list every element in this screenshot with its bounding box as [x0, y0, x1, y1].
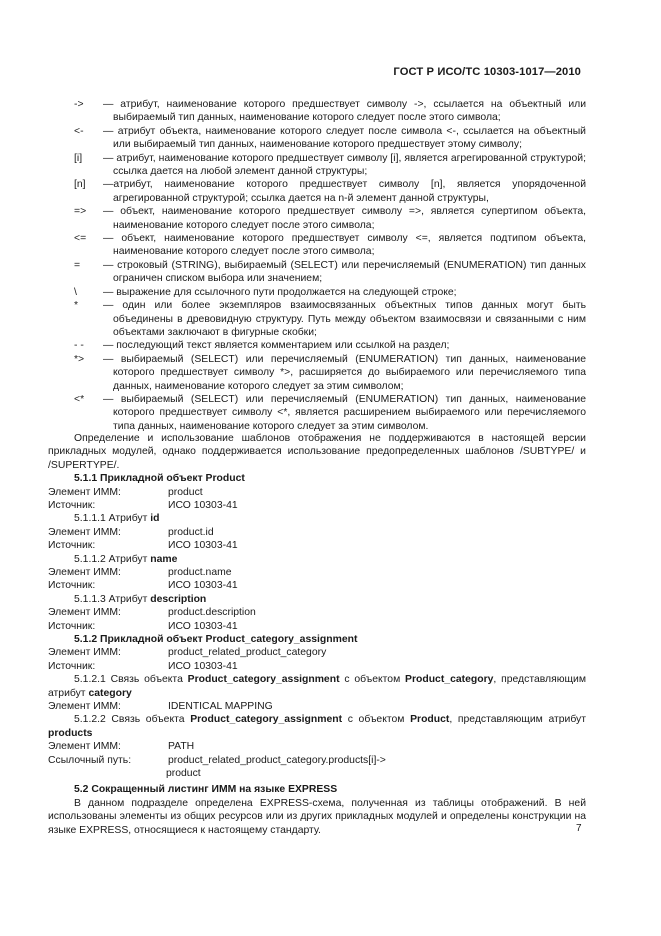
heading-text: , представляющим атрибут [449, 714, 587, 726]
row-label: Источник: [48, 620, 96, 632]
row-value: ИСО 10303-41 [168, 620, 238, 632]
heading-text: 5.1.2.1 Связь объекта [74, 674, 188, 686]
heading-text: с объектом [342, 714, 411, 726]
heading-text: , представляющим атрибут [48, 674, 586, 699]
definition-symbol: = [74, 259, 81, 271]
entity-name: Product_category_assignment [190, 714, 343, 726]
definition-symbol: [n] [74, 179, 86, 191]
attribute-name: name [150, 553, 178, 565]
row-label: Ссылочный путь: [48, 754, 132, 766]
definition-symbol: - - [74, 340, 84, 352]
mapping-row [48, 660, 586, 673]
row-label: Элемент ИММ: [48, 741, 121, 753]
definition-text: — объект, наименование которого предшествует символу =>, является супертипом объекта, наименование которого следует после этого символа; [103, 206, 586, 231]
row-label: Элемент ИММ: [48, 567, 121, 578]
row-value: ИСО 10303-41 [168, 580, 238, 592]
definition-item [74, 353, 586, 393]
definition-text: — атрибут, наименование которого предшествует символу [i], является агрегированной структурой; ссылка дается на любой элемент данной структуры; [103, 152, 586, 178]
row-value: product_related_product_category [168, 647, 327, 659]
definition-symbol: [i] [74, 152, 83, 164]
definition-text: — последующий текст является комментарием или ссылкой на раздел; [103, 340, 450, 352]
mapping-row [48, 646, 586, 659]
row-value: ИСО 10303-41 [168, 540, 238, 552]
definition-symbol: => [74, 206, 87, 218]
mapping-row [48, 499, 586, 512]
row-value: ИСО 10303-41 [168, 500, 238, 512]
section-5-1-2-1-heading [48, 673, 586, 700]
mapping-row [48, 579, 586, 592]
row-value: product.description [168, 607, 256, 619]
row-value: IDENTICAL MAPPING [168, 700, 273, 712]
definition-text: — строковый (STRING), выбираемый (SELECT) или перечисляемый (ENUMERATION) тип данных ограничен списком выбора или значением; [103, 259, 586, 285]
definition-item [74, 299, 586, 339]
row-value: product_related_product_category.products[i]-> [168, 754, 386, 766]
section-5-2-paragraph: В данном подразделе определена EXPRESS-схема, полученная из таблицы отображений. В ней использованы элементы из общих ресурсов или из других прикладных модулей и определены конструкции на языке EXPRESS, относящиеся к настоящему стандарту. [48, 797, 586, 836]
mapping-row [48, 754, 586, 767]
section-5-2-heading: 5.2 Сокращенный листинг ИММ на языке EXPRESS [74, 784, 338, 796]
entity-name: Product_category [405, 674, 494, 686]
heading-prefix: 5.1.1.1 Атрибут [74, 513, 151, 525]
row-value-continuation: product [166, 767, 201, 779]
heading-text: с объектом [339, 674, 406, 686]
section-5-1-1-1-heading [48, 512, 586, 525]
standard-header: ГОСТ Р ИСО/ТС 10303-1017—2010 [393, 66, 581, 78]
section-5-1-2-2-heading [48, 713, 586, 740]
row-label: Источник: [48, 580, 96, 592]
section-5-1-1-2-heading [48, 553, 586, 566]
attribute-name: category [88, 687, 132, 699]
mapping-row [48, 767, 586, 780]
definition-symbol: \ [74, 286, 77, 298]
definition-text: — выражение для ссылочного пути продолжается на следующей строке; [103, 286, 457, 298]
mapping-row [48, 606, 586, 619]
row-label: Источник: [48, 540, 96, 552]
section-5-1-1-heading: 5.1.1 Прикладной объект Product [74, 473, 245, 485]
definition-symbol: <* [74, 393, 85, 405]
mapping-row [48, 620, 586, 633]
row-value: ИСО 10303-41 [168, 660, 238, 672]
definition-text: — атрибут, наименование которого предшествует символу ->, ссылается на объектный или выбираемый тип данных, наименование которого следует после этого символа; [103, 99, 586, 124]
row-label: Источник: [48, 660, 96, 672]
mapping-row [48, 700, 586, 713]
main-content [48, 432, 586, 837]
definition-text: — объект, наименование которого предшествует символу <=, является подтипом объекта, наименование которого следует после этого символа; [103, 233, 586, 258]
definition-item [74, 152, 586, 179]
definition-text: — атрибут объекта, наименование которого следует после символа <-, ссылается на объектный или выбираемый тип данных, наименование которого предшествует этому символу; [103, 125, 586, 151]
section-5-1-2-heading: 5.1.2 Прикладной объект Product_category_assignment [74, 633, 358, 645]
definition-symbol: * [74, 300, 79, 312]
heading-prefix: 5.1.1.2 Атрибут [74, 553, 151, 565]
page-number: 7 [576, 823, 582, 834]
mapping-row [48, 566, 586, 579]
entity-name: Product_category_assignment [187, 674, 340, 686]
row-label: Элемент ИММ: [48, 526, 121, 538]
definition-item [74, 205, 586, 232]
attribute-name: description [150, 593, 207, 605]
row-value: product [168, 486, 203, 498]
definition-symbol: *> [74, 353, 85, 365]
attribute-name: id [150, 513, 160, 525]
row-label: Элемент ИММ: [48, 700, 121, 712]
attribute-name: products [48, 727, 93, 739]
definition-item [74, 339, 586, 352]
definition-item [74, 259, 586, 286]
definition-text: —атрибут, наименование которого предшествует символу [n], является упорядоченной агрегированной структурой; ссылка дается на n-й элемент данной структуры, [103, 179, 586, 204]
intro-paragraph: Определение и использование шаблонов отображения не поддерживаются в настоящей версии прикладных модулей, однако поддерживается использование предопределенных шаблонов /SUBTYPE/ и /SUPERTYPE/. [48, 433, 586, 471]
definition-text: — выбираемый (SELECT) или перечисляемый (ENUMERATION) тип данных, наименование которого предшествует символу *>, расширяется до выбираемого или перечисляемого типа данных, наименование которого следует за этим символом; [103, 353, 586, 392]
heading-prefix: 5.1.1.3 Атрибут [74, 593, 151, 605]
row-label: Элемент ИММ: [48, 486, 121, 498]
mapping-row [48, 486, 586, 499]
definition-symbol: <- [74, 125, 84, 137]
heading-text: 5.1.2.2 Связь объекта [74, 714, 191, 726]
definition-text: — выбираемый (SELECT) или перечисляемый (ENUMERATION) тип данных, наименование которого предшествует символу <*, является расширением выбираемого или перечисляемого типа данных, наименование которого следует за этим символом. [103, 393, 586, 432]
row-label: Источник: [48, 500, 96, 512]
definition-item [74, 232, 586, 259]
definition-text: — один или более экземпляров взаимосвязанных объектных типов данных могут быть объединены в древовидную структуру. Путь между объектом взаимосвязи и связанными с ним объектами заключают в фигурные скобки; [103, 300, 586, 338]
definition-item [74, 125, 586, 152]
section-5-1-1-3-heading [48, 593, 586, 606]
row-value: PATH [168, 741, 195, 753]
definition-symbol: <= [74, 233, 87, 245]
row-label: Элемент ИММ: [48, 607, 121, 619]
definition-item [74, 98, 586, 125]
mapping-row [48, 526, 586, 539]
definition-item [74, 178, 586, 205]
mapping-row [48, 539, 586, 552]
definition-symbol: -> [74, 99, 84, 110]
definition-item [74, 286, 586, 299]
row-value: product.name [168, 567, 232, 578]
row-value: product.id [168, 526, 214, 538]
entity-name: Product [410, 714, 450, 726]
definition-item [74, 393, 586, 433]
symbol-definitions [74, 98, 586, 433]
mapping-row [48, 740, 586, 753]
row-label: Элемент ИММ: [48, 647, 121, 659]
